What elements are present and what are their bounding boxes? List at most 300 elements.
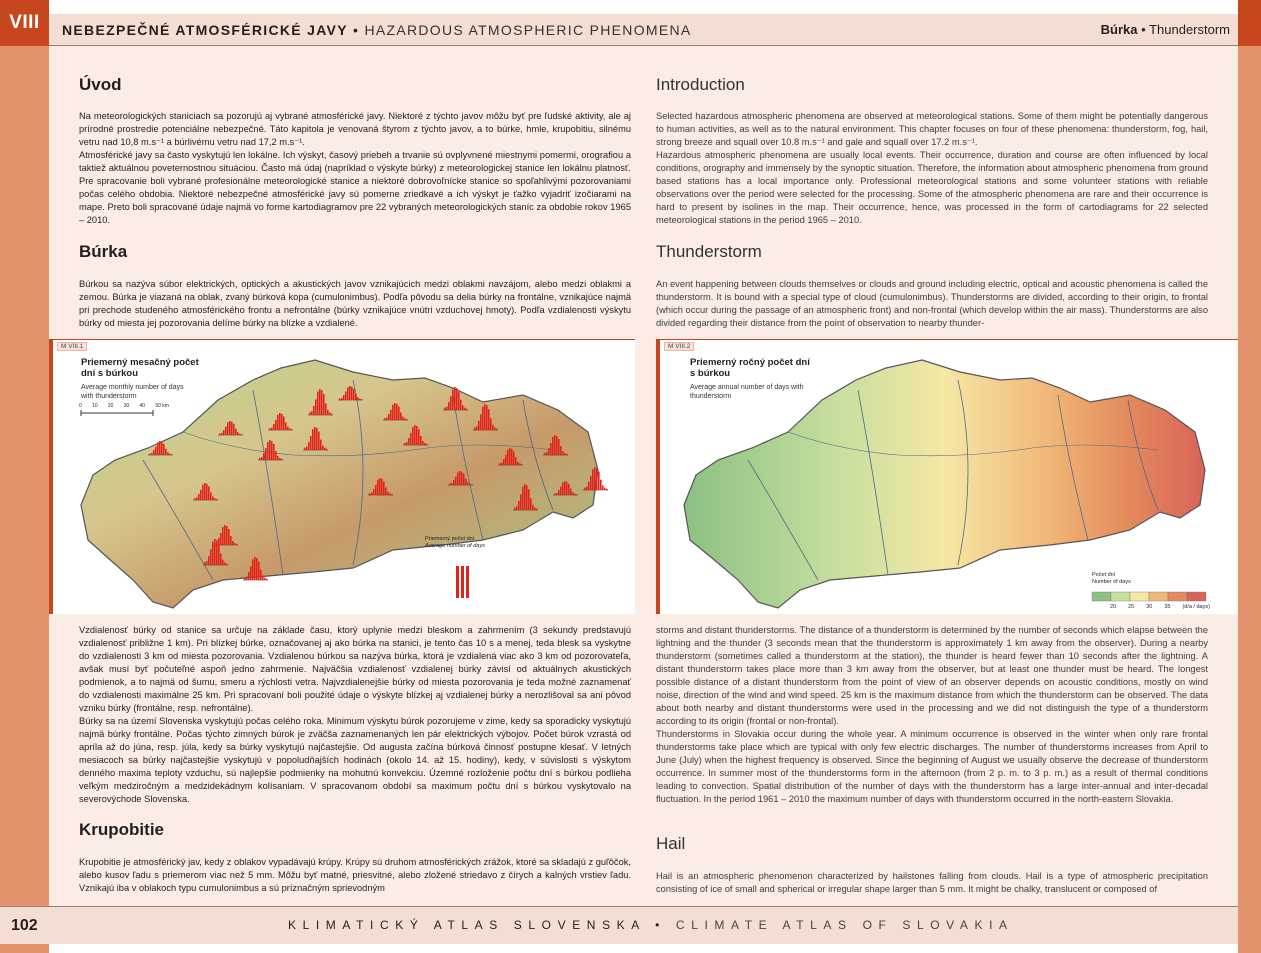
station-bar — [319, 389, 321, 415]
map1-title-sk: Priemerný mesačný počet dní s búrkou — [81, 357, 199, 379]
station-bar — [277, 415, 279, 430]
station-bar — [462, 405, 464, 410]
map1-title-en: Average monthly number of days with thunderstorm — [81, 384, 184, 400]
station-bar — [155, 447, 157, 455]
station-bar — [373, 489, 375, 495]
station-bar — [273, 424, 275, 430]
station-bar — [314, 427, 316, 450]
station-bar — [410, 433, 412, 445]
station-bar — [223, 430, 225, 435]
station-bar — [521, 464, 523, 465]
station-bar — [505, 455, 507, 465]
book-title-sk: KLIMATICKÝ ATLAS SLOVENSKA — [288, 918, 646, 932]
station-bar — [490, 418, 492, 430]
map2-title-sk: Priemerný ročný počet dní s búrkou — [690, 357, 810, 379]
station-bar — [402, 417, 404, 420]
paragraph: Vzdialenosť búrky od stanice sa určuje na základe času, ktorý uplynie medzi bleskom a zahrmením (3 sekundy predstavujú vzdialenosť približne 1 km). Pri blízkej búrke, označovanej aj ako búrka na stanici, je tento čas 10 s a menej, teda blesk sa vyskytne do vzdialenosti 3 km od miesta pozorovania. Vzdialenou búrkou sa nazýva búrka, ktorá je vzdialená viac ako 3 km od pozorovateľa, avšak musí byť počuteľné aspoň jedno zahrmenie. Najväčšia vzdialenosť vzdialenej búrky závisí od aktuálnych akustických podmienok, a to najmä od šumu, smeru a rýchlosti vetra. Najvzdialenejšie búrky od miesta pozorovania je teda možné zaznamenať do vzdialenosti maximálne 25 km. Pri spracovaní boli použité údaje o výskyte blízkej aj vzdialenej búrky a nerozlišoval sa ani pôvod vzniku búrky (frontálne, resp. nefrontálne). — [79, 625, 631, 713]
station-bar — [486, 405, 488, 430]
station-bar — [562, 451, 564, 455]
station-bar — [406, 419, 408, 420]
station-bar — [198, 494, 200, 500]
station-bar — [316, 428, 318, 450]
station-bar — [151, 453, 153, 455]
station-bar — [228, 529, 230, 545]
section-en: Thunderstorm — [1149, 22, 1230, 37]
station-bar — [227, 422, 229, 435]
station-bar — [312, 429, 314, 450]
scale-labels — [79, 403, 169, 409]
station-bar — [564, 481, 566, 495]
station-bar — [511, 449, 513, 465]
color-legend — [1092, 592, 1206, 601]
station-bar — [566, 482, 568, 495]
station-bar — [221, 433, 223, 435]
heading-krupobitie: Krupobitie — [79, 820, 164, 839]
station-bar — [291, 429, 293, 430]
station-bar — [420, 436, 422, 445]
station-bar — [520, 494, 522, 510]
station-bar — [285, 422, 287, 430]
page-header — [0, 0, 1261, 46]
station-bar — [446, 407, 448, 410]
scale-bar — [81, 410, 153, 416]
station-bar — [361, 399, 363, 400]
sk-storm-text — [79, 278, 631, 330]
station-bar — [220, 533, 222, 545]
heading-hail: Hail — [656, 834, 686, 853]
paragraph: Na meteorologických staniciach sa pozorujú aj vybrané atmosférické javy. Niektoré z týchto javov môžu byť pre ľudské aktivity, ale aj prírodné prostredie potenciálne nebezpečné. Táto kapitola je venovaná štyrom z týchto javov, a to búrke, hmle, krupobitiu, silnému vetru nad 10,8 m.s⁻¹ a búrlivému vetru nad 17,2 m.s⁻¹. — [79, 111, 631, 147]
station-bar — [315, 399, 317, 415]
station-bar — [159, 441, 161, 455]
station-bar — [262, 575, 264, 580]
station-bar — [556, 493, 558, 495]
station-bar — [157, 442, 159, 455]
station-bar — [281, 459, 283, 460]
station-bar — [281, 414, 283, 430]
station-bar — [216, 499, 218, 500]
legend-swatch — [1092, 592, 1111, 601]
station-bar — [218, 544, 220, 565]
station-bar — [398, 406, 400, 420]
station-bar — [562, 482, 564, 495]
station-bar — [592, 469, 594, 490]
station-bar — [484, 404, 486, 430]
station-bar — [252, 559, 254, 580]
paragraph: Krupobitie je atmosférický jav, kedy z oblakov vypadávajú krúpy. Krúpy sú druhom atmosférických zrážok, ktoré sa skladajú z guľôčok, alebo kusov ľadu s priemerom viac než 5 mm. Môžu byť matné, priesvitné, alebo zložené striedavo z čírych a kalných vrstiev ľadu. Vznikajú iba v oblakoch typu cumulonimbus a sú príznačným sprievodným — [79, 857, 631, 893]
sk-storm-text-2 — [79, 624, 631, 806]
station-bar — [208, 556, 210, 565]
station-bar — [206, 561, 208, 565]
station-bar — [261, 457, 263, 460]
station-bar — [256, 558, 258, 580]
inset-title-en: Average number of days — [425, 543, 485, 549]
station-bar — [426, 444, 428, 445]
scale-label: 40 — [139, 403, 146, 409]
station-bar — [306, 447, 308, 450]
station-bar — [422, 441, 424, 445]
station-bar — [552, 437, 554, 455]
en-storm-text-2 — [656, 624, 1208, 806]
station-bar — [269, 428, 271, 430]
station-bar — [324, 448, 326, 450]
legend-swatch — [1168, 592, 1187, 601]
station-bar — [387, 492, 389, 495]
station-bar — [492, 425, 494, 430]
paragraph: Selected hazardous atmospheric phenomena are observed at meteorological stations. Some of them might be potentially dangerous to human activities, as well as to the natural environment. This chapter focuses on four of these phenomena: thunderstorm, fog, hail, strong breeze and squall over 10.8 m.s⁻¹ and gale and squall over 17.2 m.s⁻¹. — [656, 111, 1208, 147]
station-bar — [264, 578, 266, 580]
station-bar — [471, 484, 473, 485]
station-bar — [279, 458, 281, 460]
station-bar — [467, 482, 469, 485]
station-bar — [570, 489, 572, 495]
legend-swatch — [1111, 592, 1130, 601]
station-bar — [194, 498, 196, 500]
station-bar — [560, 487, 562, 495]
station-bar — [385, 487, 387, 495]
station-bar — [325, 403, 327, 415]
station-bar — [458, 392, 460, 410]
chapter-number: VIII — [0, 0, 49, 46]
map2-id: M VIII.2 — [664, 342, 694, 351]
station-bar — [355, 394, 357, 400]
station-bar — [404, 418, 406, 420]
station-bar — [169, 454, 171, 455]
legend-value: 30 — [1146, 604, 1153, 610]
station-bar — [233, 424, 235, 435]
scale-label: 10 — [92, 403, 98, 409]
station-bar — [225, 427, 227, 435]
station-bar — [503, 459, 505, 465]
station-bar — [248, 572, 250, 580]
station-bar — [326, 449, 328, 450]
station-bar — [349, 386, 351, 400]
station-bar — [460, 400, 462, 410]
station-bar — [598, 472, 600, 490]
station-bar — [167, 452, 169, 455]
station-bar — [457, 472, 459, 485]
station-bar — [321, 390, 323, 415]
station-bar — [232, 541, 234, 545]
station-bar — [313, 406, 315, 415]
station-bar — [482, 407, 484, 430]
station-bar — [576, 494, 578, 495]
station-bar — [260, 570, 262, 580]
station-bar — [574, 494, 576, 495]
legend-swatch — [1149, 592, 1168, 601]
station-bar — [165, 449, 167, 455]
station-bar — [469, 484, 471, 485]
station-bar — [384, 418, 386, 420]
station-bar — [558, 439, 560, 455]
station-bar — [208, 486, 210, 500]
station-bar — [544, 453, 546, 455]
station-bar — [590, 476, 592, 490]
station-bar — [347, 387, 349, 400]
station-bar — [550, 443, 552, 455]
station-bar — [267, 442, 269, 460]
station-bar — [163, 444, 165, 455]
station-bar — [494, 427, 496, 430]
station-bar — [329, 412, 331, 415]
station-bar — [273, 444, 275, 460]
sk-hail-text — [79, 856, 631, 900]
heading-introduction: Introduction — [656, 75, 745, 94]
station-bar — [234, 543, 236, 545]
book-title-en: CLIMATE ATLAS OF SLOVAKIA — [675, 918, 1014, 932]
inset-bar — [453, 566, 471, 598]
station-bar — [517, 462, 519, 465]
station-bar — [196, 497, 198, 500]
station-bar — [226, 526, 228, 545]
book-title — [288, 918, 1014, 932]
paragraph: Hazardous atmospheric phenomena are usually local events. Their occurrence, duration and course are often influenced by local conditions, orography and immensely by the synoptic situation. Therefore, the information about atmospheric phenomena from ground based stations has a local importance only. Professional meteorological stations and some volunteer stations with reliable observations over the period were selected for the processing. Some of the atmospheric phenomena are rare and their occurrence is hard to present by isolines in the map. Their occurrence, hence, was processed in the form of cartodiagrams for 22 selected meteorological stations in the period 1965 – 2010. — [656, 150, 1208, 225]
scale-label: 20 — [107, 403, 114, 409]
station-bar — [266, 579, 268, 580]
heading-thunderstorm: Thunderstorm — [656, 242, 762, 261]
station-bar — [480, 414, 482, 430]
station-bar — [327, 410, 329, 415]
station-bar — [404, 443, 406, 445]
station-bar — [602, 485, 604, 490]
station-bar — [564, 453, 566, 455]
station-bar — [371, 492, 373, 495]
station-bar — [377, 480, 379, 495]
station-bar — [600, 480, 602, 490]
station-bar — [566, 454, 568, 455]
station-bar — [454, 387, 456, 410]
station-bar — [224, 525, 226, 545]
station-bar — [536, 509, 538, 510]
station-bar — [383, 481, 385, 495]
scale-label: 50 km — [155, 403, 169, 409]
legend-title-en: Number of days — [1092, 579, 1131, 585]
station-bar — [465, 479, 467, 485]
station-bar — [509, 448, 511, 465]
station-bar — [418, 429, 420, 445]
station-bar — [259, 458, 261, 460]
station-bar — [424, 443, 426, 445]
map2-graphic — [660, 340, 1238, 615]
station-bar — [153, 450, 155, 455]
station-bar — [359, 399, 361, 400]
station-bar — [450, 396, 452, 410]
scale-label: 0 — [79, 403, 82, 409]
station-bar — [241, 434, 243, 435]
station-bar — [456, 388, 458, 410]
station-bar — [466, 409, 468, 410]
station-bar — [210, 492, 212, 500]
station-bar — [220, 553, 222, 565]
station-bar — [554, 435, 556, 455]
station-bar — [202, 485, 204, 500]
station-bar — [214, 539, 216, 565]
station-bar — [318, 432, 320, 450]
station-bar — [499, 463, 501, 465]
station-bar — [507, 450, 509, 465]
paragraph: Hail is an atmospheric phenomenon characterized by hailstones falling from clouds. Hail is a type of atmospheric precipitation consisting of ice of small and spherical or irregular shape larger than 5 mm. It might be chalky, translucent or composed of — [656, 871, 1208, 894]
book-title-separator: • — [655, 918, 666, 932]
station-bar — [229, 421, 231, 435]
station-bar — [461, 472, 463, 485]
station-bar — [463, 474, 465, 485]
station-bar — [210, 549, 212, 565]
heading-burka: Búrka — [79, 242, 128, 261]
station-bar — [528, 489, 530, 510]
station-bar — [588, 482, 590, 490]
station-bar — [464, 408, 466, 410]
station-bar — [271, 427, 273, 430]
station-bar — [408, 438, 410, 445]
legend-value: 35 — [1164, 604, 1171, 610]
station-bar — [391, 494, 393, 495]
station-bar — [554, 494, 556, 495]
station-bar — [317, 392, 319, 415]
station-bar — [226, 564, 228, 565]
station-bar — [309, 412, 311, 415]
station-bar — [269, 440, 271, 460]
legend-values — [1110, 604, 1210, 610]
station-bar — [351, 387, 353, 400]
station-bar — [244, 578, 246, 580]
station-bar — [396, 404, 398, 420]
station-bar — [514, 507, 516, 510]
station-bar — [515, 457, 517, 465]
station-bar — [353, 389, 355, 400]
station-bar — [501, 462, 503, 465]
station-bar — [606, 489, 608, 490]
station-bar — [444, 408, 446, 410]
station-bar — [392, 405, 394, 420]
legend-swatch — [1187, 592, 1206, 601]
station-bar — [572, 492, 574, 495]
station-bar — [451, 483, 453, 485]
station-bar — [584, 488, 586, 490]
en-hail-text — [656, 870, 1208, 900]
station-bar — [548, 448, 550, 455]
right-margin-band — [1238, 0, 1261, 953]
section-separator: • — [1141, 22, 1146, 37]
station-bar — [394, 403, 396, 420]
station-bar — [345, 392, 347, 400]
station-bar — [453, 480, 455, 485]
station-bar — [218, 538, 220, 545]
station-bar — [518, 501, 520, 510]
paragraph: Búrky sa na území Slovenska vyskytujú počas celého roka. Minimum výskytu búrok pozorujeme v zime, kedy sa sporadicky vyskytujú najmä búrky frontálne. Počas týchto zimných búrok je zväčša zaznamenaných len pár elektrických výbojov. Počet búrok vzrastá od apríla až do júna, resp. júla, kedy sa búrky vyskytujú najčastejšie. Od augusta začína búrková činnosť postupne klesať. V letných mesiacoch sa búrky najčastejšie vyskytujú v popoludňajších hodinách (okolo 14. až 15. hodiny), kedy, v súvislosti s výskytom denného maxima teploty vzduchu, sú najlepšie podmienky na mohutnú konvekciu. Územné rozloženie počtu dní s búrkou podlieha veľkým medziročným a medzidekádnym kolísaniam. V spracovanom období sa maximum počtu dní s búrkou vyskytovalo na severovýchode Slovenska. — [79, 716, 631, 804]
header-divider — [49, 45, 1238, 46]
station-bar — [231, 422, 233, 435]
station-bar — [522, 487, 524, 510]
legend-value: 20 — [1110, 604, 1117, 610]
station-bar — [381, 479, 383, 495]
station-bar — [311, 411, 313, 415]
station-bar — [406, 442, 408, 445]
station-bar — [534, 507, 536, 510]
station-bar — [596, 468, 598, 490]
station-bar — [277, 456, 279, 460]
station-bar — [263, 453, 265, 460]
station-bar — [250, 566, 252, 580]
station-bar — [304, 448, 306, 450]
map-monthly-thunderstorm — [49, 339, 635, 614]
station-bar — [212, 497, 214, 500]
inset-legend — [425, 536, 505, 550]
station-bar — [258, 562, 260, 580]
station-bar — [222, 527, 224, 545]
station-bar — [519, 463, 521, 465]
station-bar — [343, 395, 345, 400]
paragraph: Búrkou sa nazýva súbor elektrických, optických a akustických javov vznikajúcich medzi oblakmi navzájom, alebo medzi oblakmi a zemou. Búrka je viazaná na oblak, zvaný búrková kopa (cumulonimbus). Podľa pôvodu sa delia búrky na frontálne, vznikajúce najmä pri prechode studeného atmosférického frontu a nefrontálne (búrky vznikajúce vnútri vzduchovej hmoty). Podľa vzdialenosti výskytu búrky od miesta jej pozorovania delíme búrky na blízke a vzdialené. — [79, 279, 631, 328]
station-bar — [357, 397, 359, 400]
chapter-title-sk: NEBEZPEČNÉ ATMOSFÉRICKÉ JAVY — [62, 22, 348, 38]
station-bar — [279, 413, 281, 430]
station-bar — [459, 471, 461, 485]
page-number: 102 — [11, 917, 38, 934]
station-bar — [560, 446, 562, 455]
scale-label: 30 — [123, 403, 130, 409]
station-bar — [386, 417, 388, 420]
station-bar — [171, 454, 173, 455]
section-sk: Búrka — [1100, 22, 1138, 37]
title-separator: • — [353, 22, 360, 38]
station-bar — [308, 442, 310, 450]
station-bar — [149, 454, 151, 455]
station-bar — [239, 434, 241, 435]
legend-unit: (d/a / days) — [1182, 604, 1210, 610]
station-bar — [206, 484, 208, 500]
page-footer — [0, 906, 1261, 953]
inset-title-sk: Priemerný počet dní — [425, 536, 475, 542]
station-bar — [586, 487, 588, 490]
station-bar — [275, 420, 277, 430]
station-bar — [236, 544, 238, 545]
station-bar — [323, 394, 325, 415]
station-bar — [496, 429, 498, 430]
station-bar — [532, 505, 534, 510]
station-bar — [254, 557, 256, 580]
legend-value: 25 — [1128, 604, 1135, 610]
chapter-title-en: HAZARDOUS ATMOSPHERIC PHENOMENA — [364, 22, 692, 38]
station-bar — [524, 484, 526, 510]
heading-uvod: Úvod — [79, 75, 122, 94]
en-intro-text — [656, 110, 1208, 227]
station-bar — [204, 562, 206, 565]
section-running-head — [1101, 22, 1230, 37]
station-bar — [212, 542, 214, 565]
map1-id: M VIII.1 — [57, 342, 87, 351]
map-annual-thunderstorm — [656, 339, 1238, 614]
station-bar — [216, 540, 218, 565]
station-bar — [322, 445, 324, 450]
station-bar — [235, 429, 237, 435]
legend-swatch — [1130, 592, 1149, 601]
paragraph: An event happening between clouds themselves or clouds and ground including electric, optical and acoustic phenomena is called the thunderstorm. It is bound with a special type of cloud (cumulonimbus). Thunderstorms are divided, according to their origin, to frontal (which occur during the passage of an atmospheric front) and non-frontal (which develop within the air mass). Thunderstorms are also divided regarding their distance from the point of observation to nearby thunder- — [656, 279, 1208, 328]
paragraph: Thunderstorms in Slovakia occur during the whole year. A minimum occurrence is observed in the winter when only rare frontal thunderstorms take place which are typical with only few electric discharges. The number of thunderstorms increases from April to June (July) when the highest frequency is observed. Since the beginning of August we usually observe the decrease of thunderstorm occurrence. In summer most of the thunderstorms form in the afternoon (from 2 p. m. to 3 p. m.) as a result of thermal conditions leading to convection. Spatial distribution of the number of days with the thunderstorm has a large inter-annual and inter-decadal fluctuation. In the period 1961 – 2010 the maximum number of days with thunderstorm occurred in the north-eastern Slovakia. — [656, 729, 1208, 804]
station-bar — [516, 506, 518, 510]
station-bar — [478, 421, 480, 430]
station-bar — [449, 484, 451, 485]
station-bar — [224, 562, 226, 565]
station-bar — [271, 441, 273, 460]
station-bar — [287, 427, 289, 430]
station-bar — [375, 485, 377, 495]
station-bar — [369, 493, 371, 495]
station-bar — [568, 484, 570, 495]
station-bar — [476, 426, 478, 430]
station-bar — [320, 440, 322, 450]
station-bar — [200, 490, 202, 500]
station-bar — [204, 483, 206, 500]
station-bar — [455, 477, 457, 485]
